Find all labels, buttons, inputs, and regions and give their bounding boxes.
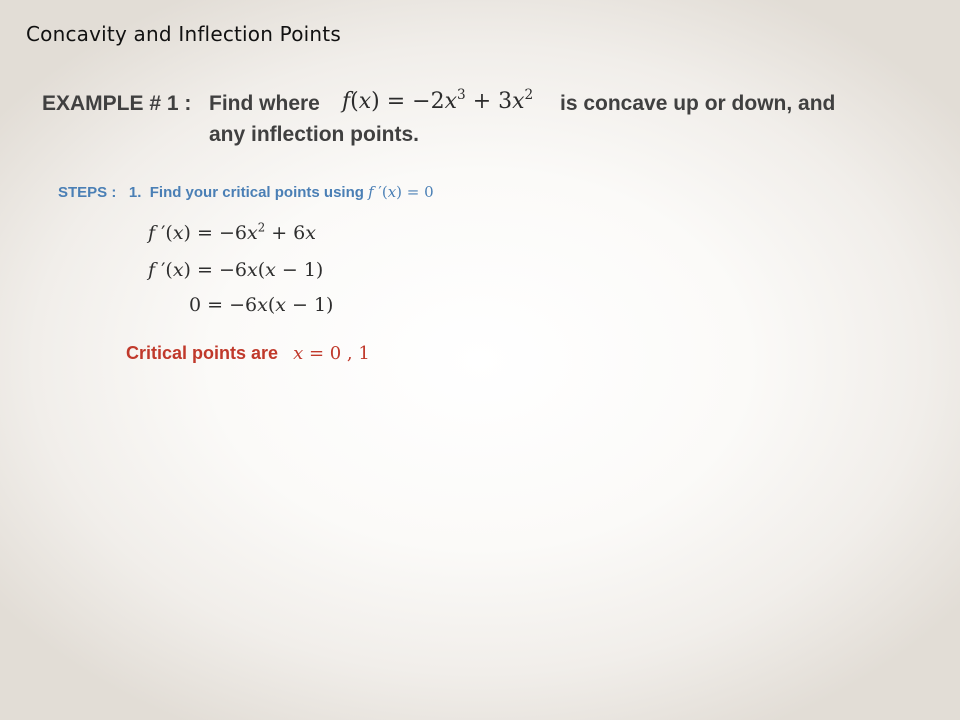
critical-points-value: x = 0 , 1 <box>293 343 370 364</box>
example-find-where: Find where <box>209 92 320 115</box>
factored-equation: f ′(x) = −6x(x − 1) <box>148 259 324 281</box>
step1-number: 1. <box>128 184 142 201</box>
step1-condition: f ′(x) = 0 <box>368 183 434 201</box>
steps-instruction <box>58 183 434 201</box>
steps-label: STEPS : <box>58 184 117 201</box>
example-label: EXAMPLE # 1 : <box>42 92 192 115</box>
critical-points-result <box>126 343 370 364</box>
critical-points-label: Critical points are <box>126 343 279 363</box>
example-line2: any inflection points. <box>209 123 420 146</box>
example-function: $f(x) = -2x^3 + 3x^2$ <box>342 87 534 114</box>
step1-text: Find your critical points using <box>149 184 364 201</box>
zero-equation: 0 = −6x(x − 1) <box>189 294 334 316</box>
derivative-equation: f $'(x) = -6x^2 + 6x$ <box>148 220 316 244</box>
slide-title: Concavity and Inflection Points <box>26 22 341 46</box>
example-line1-tail: is concave up or down, and <box>560 92 836 115</box>
